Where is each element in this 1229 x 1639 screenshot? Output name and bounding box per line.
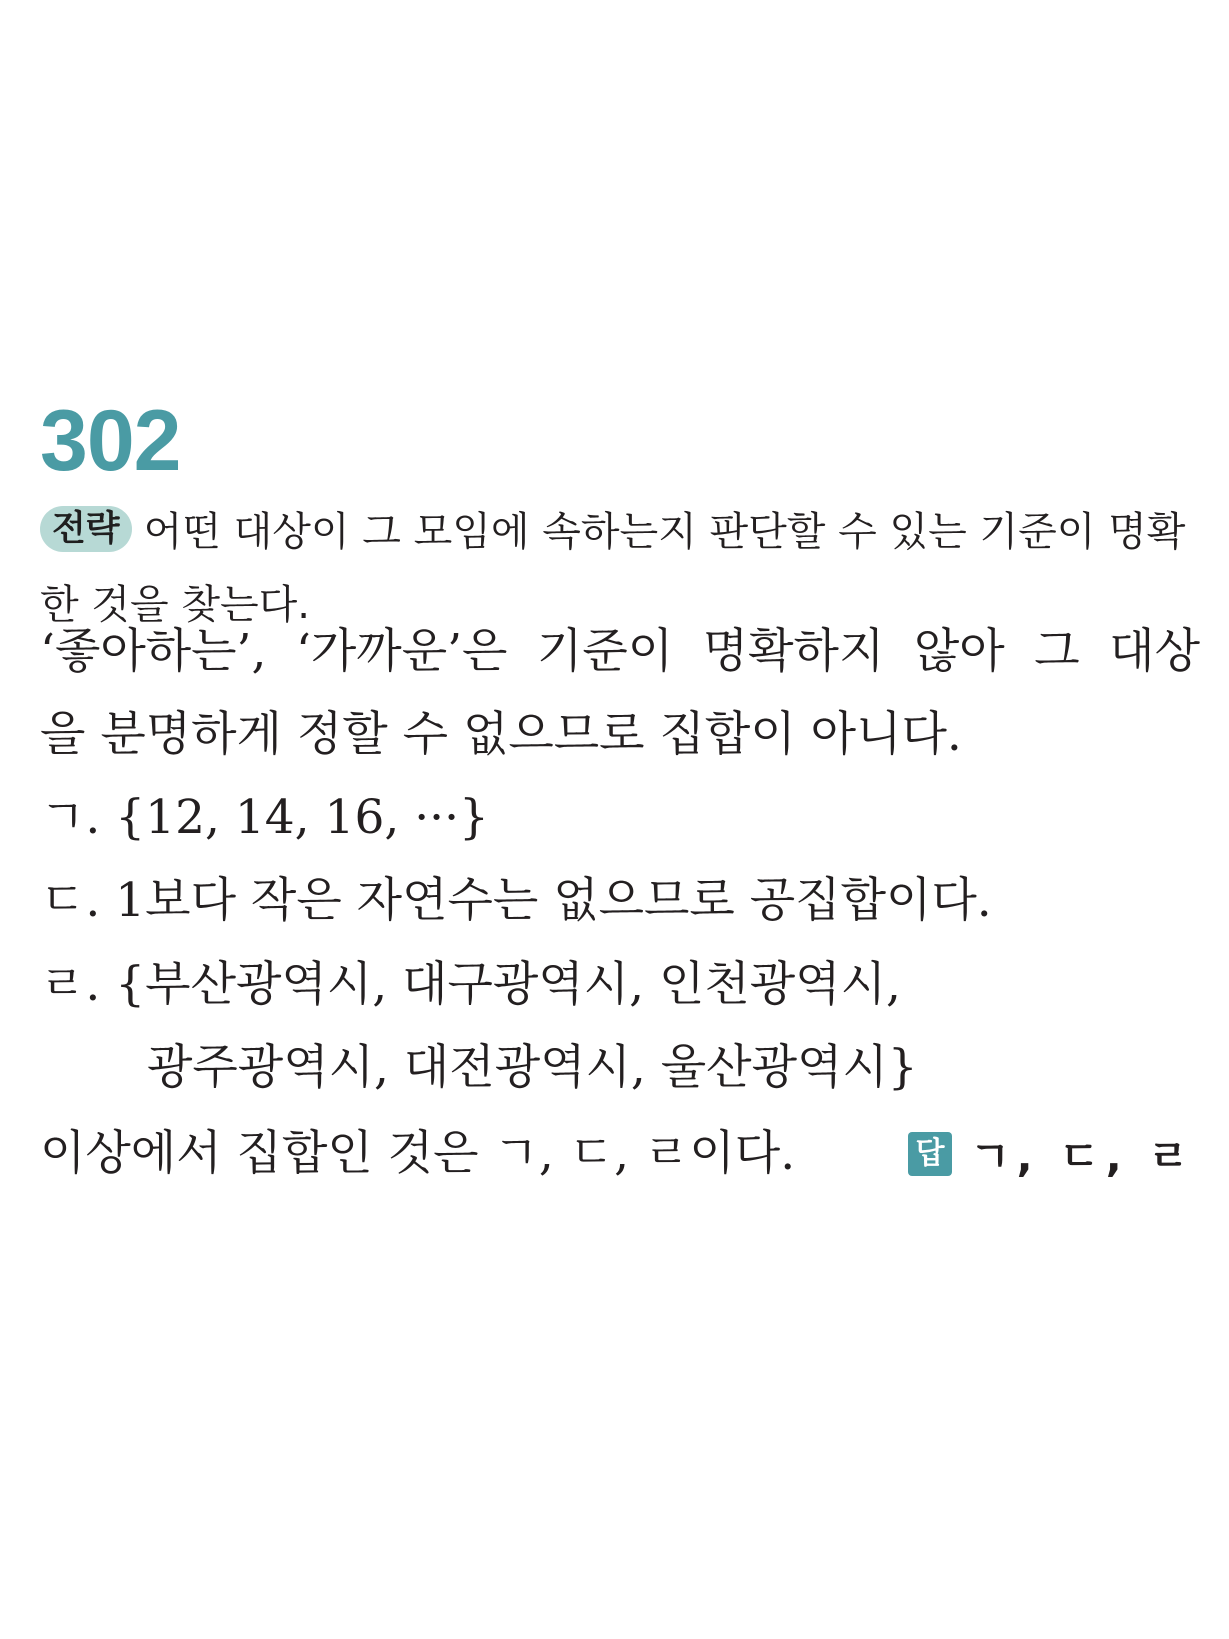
item-d-line-1: ㄹ. {부산광역시, 대구광역시, 인천광역시, [40,957,901,1012]
strategy-block [40,496,1190,642]
conclusion: 이상에서 집합인 것은 ㄱ, ㄷ, ㄹ이다. [40,1126,796,1181]
strategy-badge: 전략 [40,506,132,552]
item-c: ㄷ. 1보다 작은 자연수는 없으므로 공집합이다. [40,873,992,928]
item-d-line-2: 광주광역시, 대전광역시, 울산광역시} [147,1040,918,1095]
answer-value: ㄱ, ㄷ, ㄹ [970,1132,1195,1181]
answer [908,1124,1195,1184]
strategy-text: 어떤 대상이 그 모임에 속하는지 판단할 수 있는 기준이 명확한 것을 찾는다. [40,509,1186,628]
problem-number: 302 [40,393,181,489]
solution-line-1: ‘좋아하는’, ‘가까운’은 기준이 명확하지 않아 그 대상 [40,624,1200,679]
solution-line-2: 을 분명하게 정할 수 없으므로 집합이 아니다. [40,707,962,762]
answer-badge: 답 [908,1132,952,1176]
item-a: ㄱ. {12, 14, 16, ···} [40,790,489,845]
